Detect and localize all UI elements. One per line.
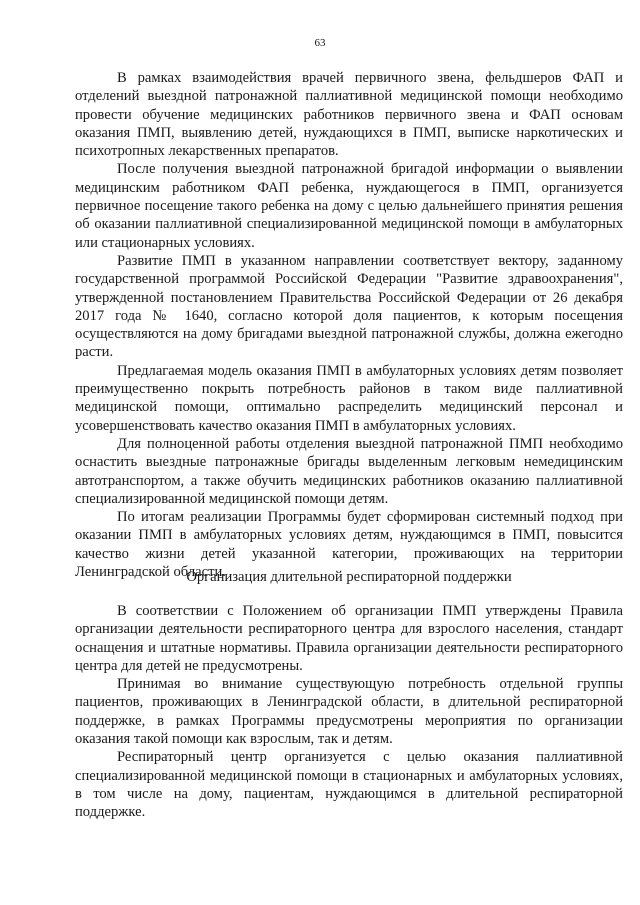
paragraph: Предлагаемая модель оказания ПМП в амбулаторных условиях детям позволяет преимущественно покрыть потребность районов в таком виде паллиативной медицинской помощи, оптимально распределить медицинский персонал и усовершенствовать качество оказания ПМП в амбулаторных условиях. (75, 362, 623, 434)
paragraph: В рамках взаимодействия врачей первичного звена, фельдшеров ФАП и отделений выездной патронажной паллиативной медицинской помощи необходимо провести обучение медицинских работников первичного звена и ФАП основам оказания ПМП, выявлению детей, нуждающихся в ПМП, выписке наркотических и психотропных лекарственных препаратов. (75, 70, 623, 160)
paragraph: После получения выездной патронажной бригадой информации о выявлении медицинским работником ФАП ребенка, нуждающегося в ПМП, организуется первичное посещение такого ребенка на дому с целью дальнейшего принятия решения об оказании паллиативной специализированной медицинской помощи в амбулаторных или стационарных условиях. (75, 161, 623, 251)
paragraph: По итогам реализации Программы будет сформирован системный подход при оказании ПМП в амбулаторных условиях детям, нуждающимся в ПМП, повысится качество жизни детей указанной категории, проживающих на территории Ленинградской области. (75, 509, 623, 581)
section-body-respiratory-support (75, 602, 623, 822)
paragraph: Респираторный центр организуется с целью оказания паллиативной специализированной медицинской помощи в стационарных и амбулаторных условиях, в том числе на дому, пациентам, нуждающимся в длительной респираторной поддержке. (75, 749, 623, 821)
paragraph: Развитие ПМП в указанном направлении соответствует вектору, заданному государственной программой Российской Федерации "Развитие здравоохранения", утвержденной постановлением Правительства Российской Федерации от 26 декабря 2017 года № 1640, согласно которой доля пациентов, к которым посещения осуществляются на дому бригадами выездной патронажной службы, должна ежегодно расти. (75, 252, 623, 361)
section-body-palliative-care (75, 69, 623, 581)
paragraph: Принимая во внимание существующую потребность отдельной группы пациентов, проживающих в Ленинградской области, в длительной респираторной поддержке, в рамках Программы предусмотрены мероприятия по организации оказания такой помощи как взрослым, так и детям. (75, 676, 623, 748)
page-number: 63 (314, 37, 326, 49)
paragraph: В соответствии с Положением об организации ПМП утверждены Правила организации деятельности респираторного центра для взрослого населения, стандарт оснащения и штатные нормативы. Правила организации деятельности респираторного центра для детей не предусмотрены. (75, 603, 623, 674)
section-heading-respiratory-support: Организация длительной респираторной поддержки (186, 569, 512, 585)
paragraph: Для полноценной работы отделения выездной патронажной ПМП необходимо оснастить выездные патронажные бригады выделенным легковым немедицинским автотранспортом, а также обучить медицинских работников оказанию паллиативной специализированной медицинской помощи детям. (75, 435, 623, 507)
